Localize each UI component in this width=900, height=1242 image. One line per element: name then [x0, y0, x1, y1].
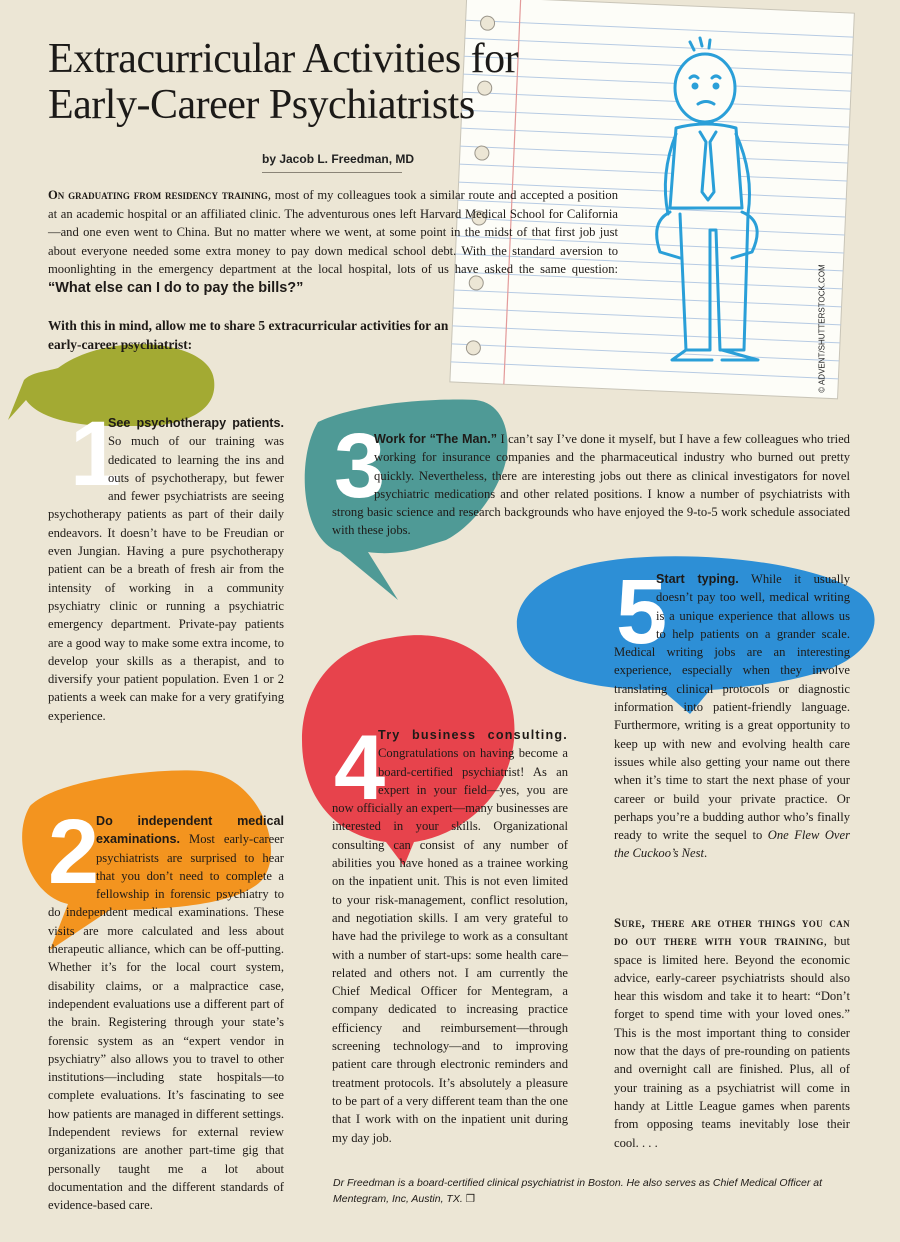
item-5-body: While it usually doesn’t pay too well, medical writing is a unique experience that allows us to help patients on a grander scale. Medical writing jobs are an interesting experience, especially when they involve translating clinical protocols or diagnostic information into patient-friendly language. Furthermore, writing is a great opportunity to keep up with new and evolving health care issues while also getting your name out there when it’s time to start the next phase of your career or build your private practice. Or perhaps you’re a budding author who’s finally ready to write the sequel to [614, 572, 850, 843]
item-1-body: So much of our training was dedicated to learning the ins and outs of psychotherapy, but fewer and fewer psychiatrists are seeing psychotherapy patients as part of their daily endeavors. It doesn’t have to be Freudian or even Jungian. Having a pure psychotherapy patient can be a breath of fresh air from the intensity of working in a community psychiatry clinic or running a psychiatric emergency department. Private-pay patients are a good way to make some extra income, to develop your skills as a therapist, and to diversify your patient population. Even 1 or 2 patients a week can make for a very gratifying experience. [48, 434, 284, 723]
item-5-book-title: One Flew Over the Cuckoo’s Nest [614, 828, 851, 861]
item-3-text [332, 430, 850, 540]
closing-paragraph [614, 914, 850, 1152]
item-5-heading: Start typing. [656, 572, 739, 586]
item-3-number: 3 [334, 415, 386, 517]
item-4-heading: Try business consulting. [378, 728, 568, 742]
image-credit-text: © ADVENT/SHUTTERSTOCK.COM [817, 264, 827, 393]
item-5-text [614, 570, 850, 863]
intro-lead: On graduating from residency training [48, 188, 268, 202]
image-credit [812, 262, 826, 402]
item-2-number: 2 [48, 801, 100, 903]
author-bio [333, 1175, 849, 1207]
item-1-text [48, 414, 284, 725]
item-2-body: Most early-career psychiatrists are surprised to hear that you don’t need to complete a fellowship in forensic psychiatry to do independent medical examinations. These visits are more calculated and less about therapeutic alliance, which can be off-putting. Whether it’s for the local court system, disability claims, or a malpractice case, independent evaluations use a different part of the brain. Registering through your state’s forensic system as an “expert vendor in psychiatry” also allows you to travel to other institutions—including state hospitals—to complete evaluations. It’s fascinating to see how patients are managed in different settings. Independent reviews for external review organizations are another part-time gig that personally taught me a lot about documentation and the different standards of evidence-based care. [48, 832, 284, 1213]
byline-divider [262, 172, 402, 173]
intro-paragraph [48, 186, 618, 298]
item-3-heading: Work for “The Man.” [374, 432, 498, 446]
item-5-number: 5 [616, 561, 668, 663]
item-3-body: I can’t say I’ve done it myself, but I have a few colleagues who tried working for insurance companies and the pharmaceutical industry who burned out pretty quickly. Nevertheless, there are interesting jobs out there as clinical investigators for novel psychiatric medications and other related positions. I know a number of psychiatrists with strong basic science and research backgrounds who have enjoyed the 9-to-5 work schedule associated with these jobs. [332, 432, 850, 538]
end-mark-icon: ❐ [465, 1193, 476, 1205]
item-1-number: 1 [70, 403, 122, 505]
item-4-body: Congratulations on having become a board-certified psychiatrist! As an expert in your field—yes, you are now officially an expert—many businesses are interested in your skills. Organizational consulting can consist of any number of abilities you have honed as a trainee working on the inpatient unit. This is not even limited to your risk-management, conflict resolution, and negotiation skills. I am very grateful to have had the privilege to work as a consultant with a number of start-ups: some health care–related and others not. I am currently the Chief Medical Officer for Mentegram, a company dedicated to increasing practice efficiency and reimbursement—through screening technology—and to improving patient care through electronic reminders and treatment protocols. It’s absolutely a pleasure to be part of a very different team than the one that I work with on the inpatient unit during my day job. [332, 746, 568, 1145]
title-line-1: Extracurricular Activities for [48, 36, 519, 82]
intro-body: , most of my colleagues took a similar route and accepted a position at an academic hospital or an affiliated clinic. The adventurous ones left Harvard Medical School for California—and one even went to China. But no matter where we went, at some point in the midst of that first job just about everyone needed some extra money to pay down medical school debt. With the standard aversion to moonlighting in the emergency department at the local hospital, lots of us have asked the same question: [48, 188, 618, 277]
item-2-text [48, 812, 284, 1215]
closing-lead: Sure, there are other things you can do out there with your training [614, 916, 850, 949]
author-bio-text: Dr Freedman is a board-certified clinical psychiatrist in Boston. He also serves as Chief Medical Officer at Mentegram, Inc, Austin, TX. [333, 1177, 823, 1205]
byline: by Jacob L. Freedman, MD [262, 152, 415, 166]
item-4-number: 4 [334, 717, 386, 819]
item-5-end: . [704, 846, 708, 861]
title-line-2: Early-Career Psychiatrists [48, 82, 475, 128]
item-2-heading: Do independent medical examinations. [96, 814, 284, 847]
item-1-heading: See psychotherapy patients. [108, 416, 284, 430]
item-4-text [332, 726, 568, 1147]
intro-question: “What else can I do to pay the bills?” [48, 279, 304, 296]
activities-subhead: With this in mind, allow me to share 5 extracurricular activities for an early-career psychiatrist: [48, 318, 449, 352]
article-title [48, 36, 608, 128]
closing-body: , but space is limited here. Beyond the economic advice, early-career psychiatrists should also hear this wisdom and take it to heart: “Don’t forget to spend time with your loved ones.” This is the most important thing to consider now that the days of pre-rounding on patients and overnight call are finished. Plus, all of your training as a psychiatrist will come in handy at Little League games when parents from opposing teams inevitably lose their cool. . . . [614, 934, 850, 1150]
